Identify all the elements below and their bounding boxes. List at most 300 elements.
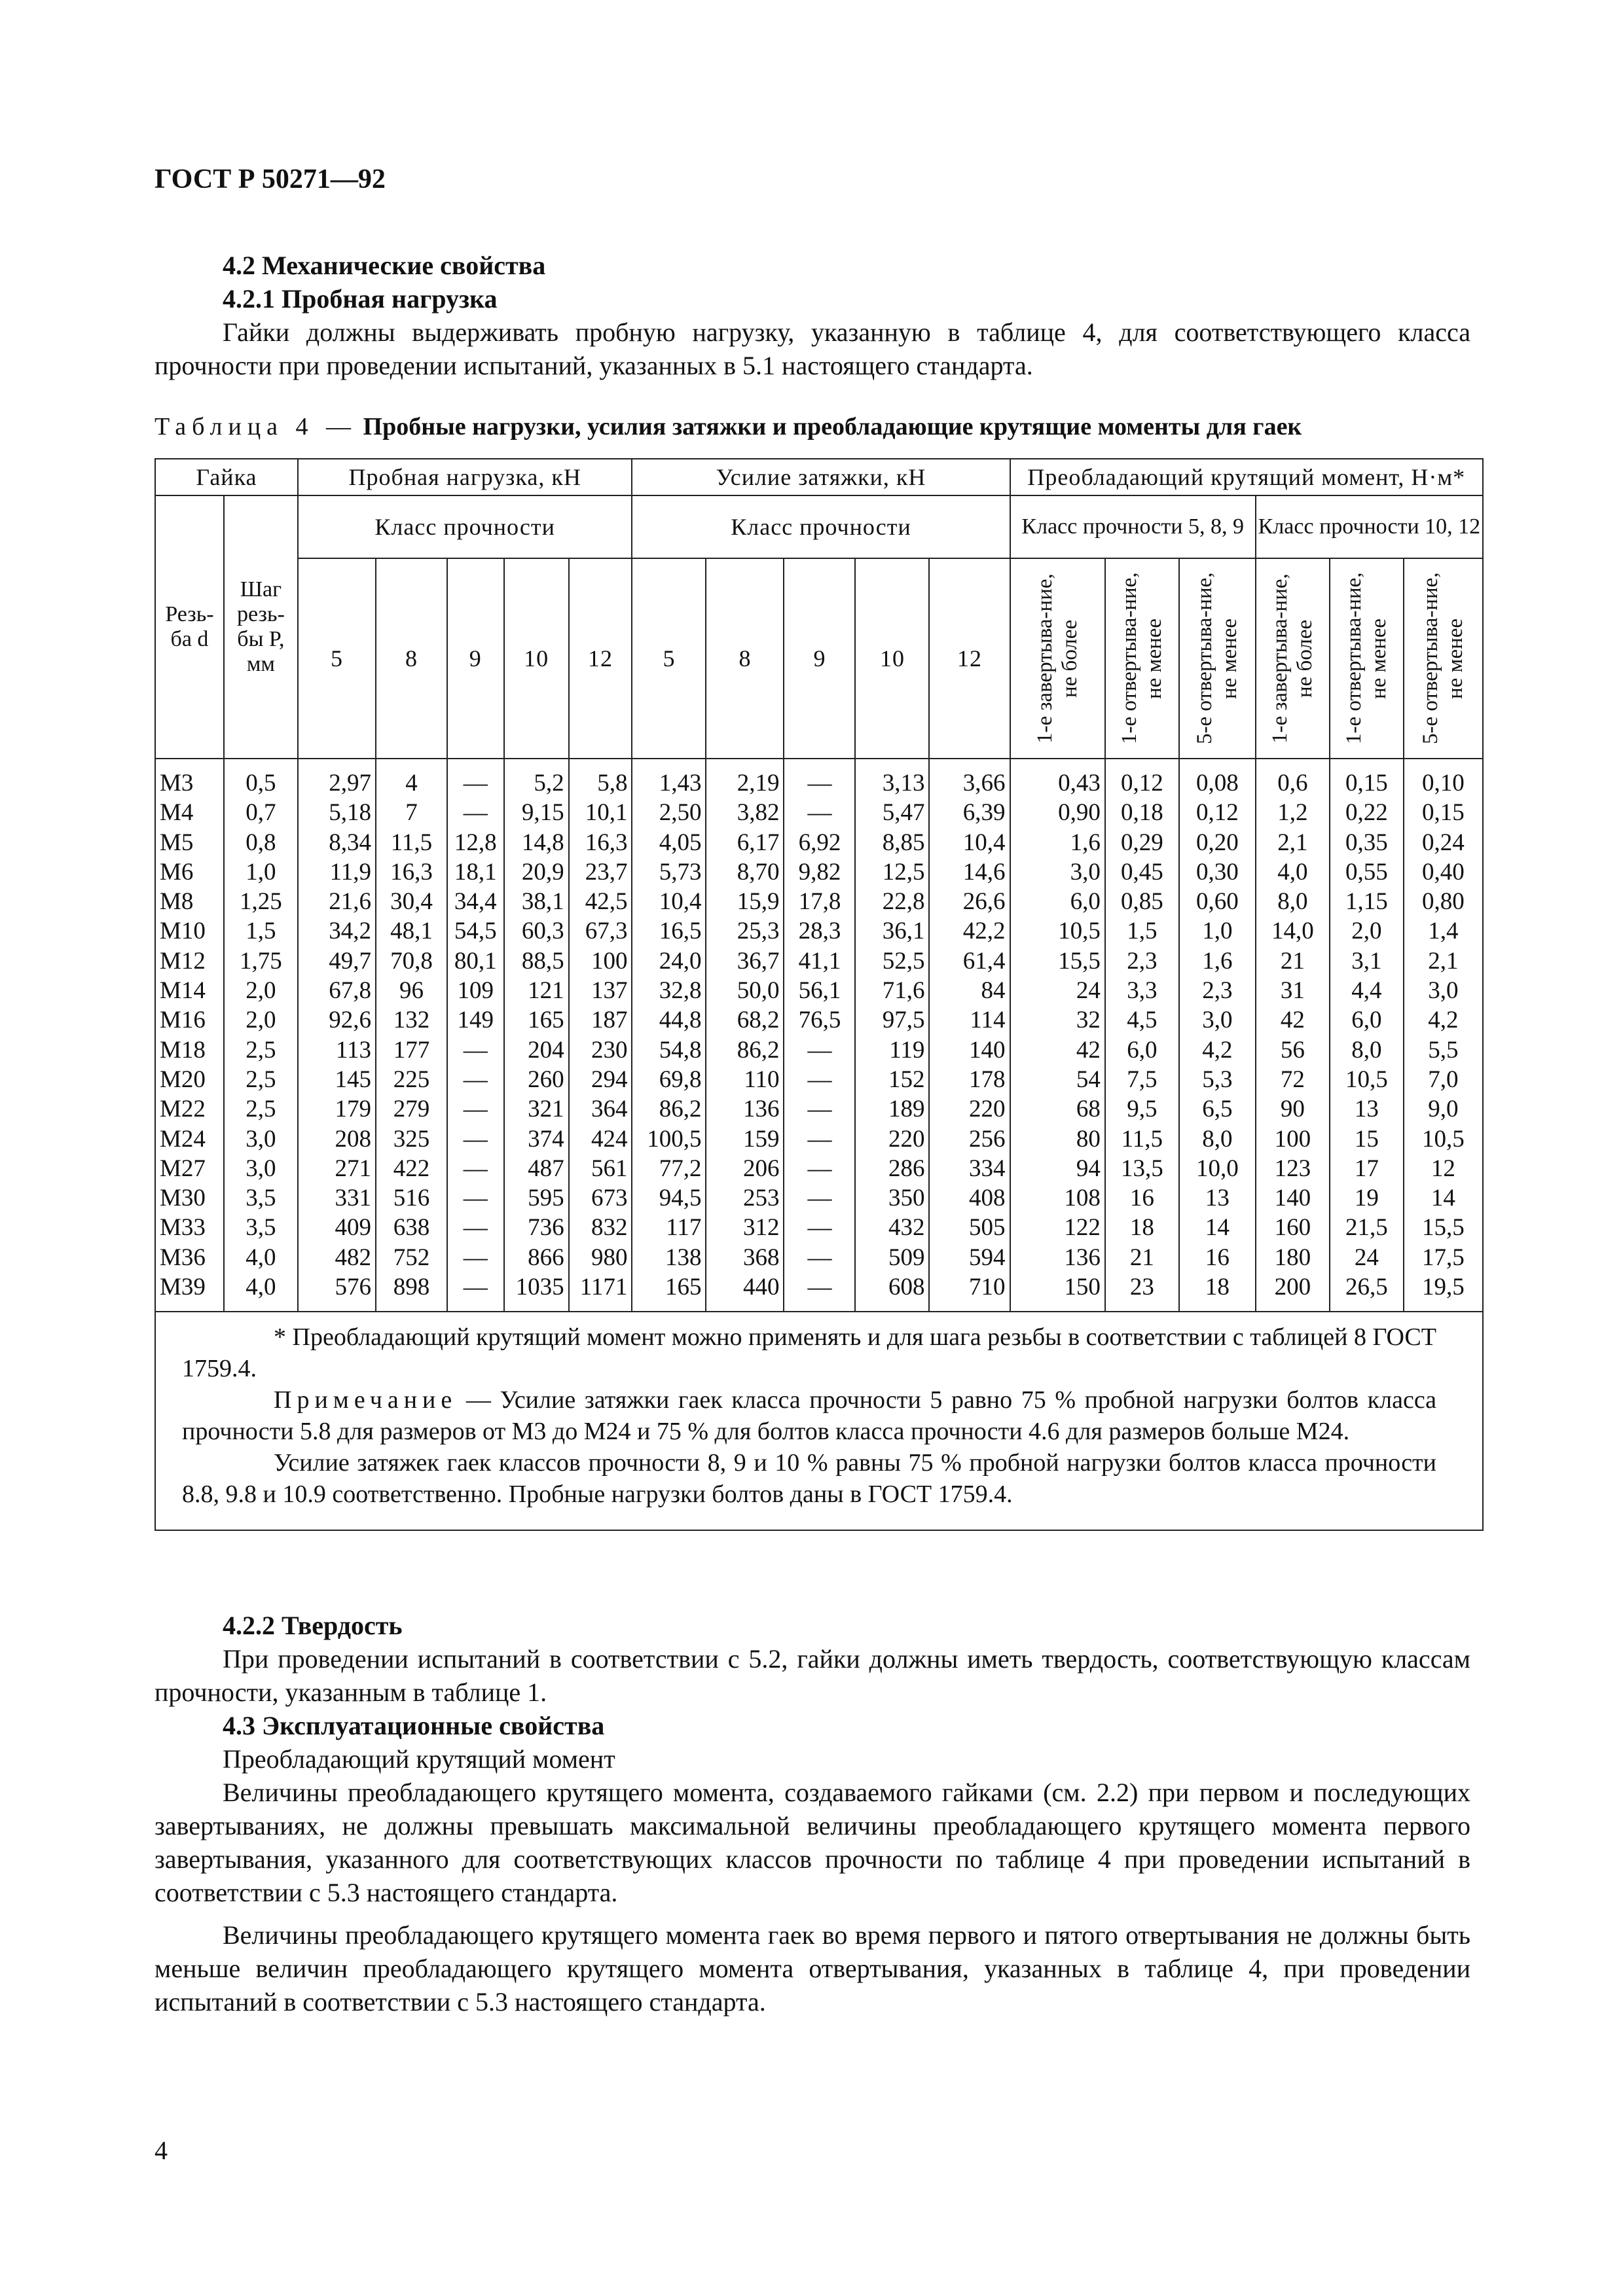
cell-tb_5off: 0,24: [1422, 829, 1465, 856]
cell-tight_12: 42,2: [962, 918, 1006, 945]
cell-load_12: 23,7: [585, 858, 628, 886]
cell-tight_9: 6,92: [798, 829, 841, 856]
cell-pitch: 1,0: [246, 858, 276, 886]
cell-tb_5off: 15,5: [1422, 1214, 1465, 1242]
cell-tb_5off: 1,4: [1428, 918, 1459, 945]
cell-tb_1off: 15: [1354, 1125, 1379, 1153]
cell-ta_5off: 6,5: [1202, 1096, 1233, 1123]
cell-load_10: 374: [528, 1125, 564, 1153]
cell-tight_12: 6,39: [962, 799, 1006, 827]
cell-tight_12: 3,66: [962, 770, 1006, 797]
head-class-9: 9: [784, 558, 855, 759]
table-4: [155, 458, 1484, 1531]
cell-load_9: 18,1: [454, 858, 497, 886]
cell-tb_1off: 0,55: [1345, 858, 1388, 886]
cell-tb_1off: 8,0: [1351, 1036, 1382, 1064]
cell-load_12: 67,3: [585, 918, 628, 945]
cell-tight_10: 152: [888, 1066, 925, 1093]
head-torque-b-fifth-off: 5-е отвертыва-ние, не менее: [1419, 572, 1468, 745]
col-load-10: [504, 759, 569, 1312]
cell-load_8: 11,5: [390, 829, 433, 856]
cell-tight_10: 3,13: [882, 770, 925, 797]
cell-tb_5off: 0,10: [1422, 770, 1465, 797]
cell-tb_1off: 26,5: [1345, 1274, 1388, 1301]
head-torque-a-first-on: 1-е завертыва-ние, не более: [1033, 573, 1082, 744]
cell-tb_5off: 2,1: [1428, 947, 1459, 975]
cell-load_9: —: [463, 1155, 488, 1182]
cell-load_12: 5,8: [597, 770, 628, 797]
cell-pitch: 1,75: [240, 947, 282, 975]
cell-tight_8: 25,3: [737, 918, 780, 945]
cell-ta_1off: 1,5: [1127, 918, 1158, 945]
cell-thread: М22: [160, 1096, 206, 1123]
cell-ta_1off: 18: [1129, 1214, 1154, 1242]
cell-load_5: 11,9: [329, 858, 371, 886]
cell-tight_8: 136: [742, 1096, 780, 1123]
head-class-10: 10: [855, 558, 929, 759]
cell-tight_10: 52,5: [882, 947, 925, 975]
cell-load_5: 34,2: [329, 918, 371, 945]
cell-pitch: 2,5: [246, 1096, 276, 1123]
cell-thread: М5: [160, 829, 194, 856]
cell-thread: М3: [160, 770, 194, 797]
cell-tb_1off: 21,5: [1345, 1214, 1388, 1242]
cell-load_5: 482: [335, 1244, 371, 1271]
cell-load_10: 866: [528, 1244, 564, 1271]
cell-thread: М18: [160, 1036, 206, 1064]
cell-tight_10: 97,5: [882, 1007, 925, 1034]
cell-tb_5off: 17,5: [1422, 1244, 1465, 1271]
cell-load_10: 321: [528, 1096, 564, 1123]
cell-tb_5off: 12: [1431, 1155, 1455, 1182]
cell-tight_5: 100,5: [647, 1125, 702, 1153]
cell-tight_5: 5,73: [659, 858, 702, 886]
cell-load_5: 49,7: [329, 947, 371, 975]
cell-ta_1off: 21: [1129, 1244, 1154, 1271]
cell-pitch: 3,5: [246, 1185, 276, 1212]
head-torque-class-b: Класс прочности 10, 12: [1256, 495, 1483, 558]
cell-tight_8: 440: [742, 1274, 780, 1301]
cell-ta_5off: 2,3: [1202, 977, 1233, 1005]
cell-thread: М4: [160, 799, 194, 827]
cell-ta_1on: 42: [1076, 1036, 1101, 1064]
cell-load_5: 179: [335, 1096, 371, 1123]
cell-tight_12: 61,4: [962, 947, 1006, 975]
cell-tb_1on: 0,6: [1277, 770, 1308, 797]
cell-tb_1on: 72: [1280, 1066, 1305, 1093]
cell-tb_1on: 100: [1274, 1125, 1311, 1153]
cell-load_8: 422: [393, 1155, 430, 1182]
cell-tight_5: 69,8: [659, 1066, 702, 1093]
cell-tight_5: 117: [666, 1214, 702, 1242]
cell-tight_10: 5,47: [882, 799, 925, 827]
cell-tight_12: 84: [981, 977, 1006, 1005]
col-tight-12: [929, 759, 1010, 1312]
cell-load_12: 10,1: [585, 799, 628, 827]
col-torque-a-fifth-off: [1179, 759, 1256, 1312]
cell-tb_1off: 17: [1354, 1155, 1379, 1182]
cell-tight_9: —: [807, 1096, 832, 1123]
cell-thread: М30: [160, 1185, 206, 1212]
col-load-5: [298, 759, 376, 1312]
subheading-torque: Преобладающий крутящий момент: [223, 1744, 615, 1774]
cell-tight_12: 710: [969, 1274, 1006, 1301]
cell-load_12: 230: [591, 1036, 628, 1064]
cell-load_9: 109: [457, 977, 494, 1005]
head-class-5: 5: [298, 558, 376, 759]
cell-tb_1on: 1,2: [1277, 799, 1308, 827]
cell-tight_10: 220: [888, 1125, 925, 1153]
cell-ta_5off: 0,60: [1195, 888, 1239, 916]
cell-tight_12: 114: [970, 1007, 1006, 1034]
col-tight-5: [632, 759, 706, 1312]
cell-load_12: 1171: [579, 1274, 628, 1301]
head-tightening: Усилие затяжки, кН: [632, 459, 1010, 495]
cell-thread: М39: [160, 1274, 206, 1301]
head-torque-b-first-off: 1-е отвертыва-ние, не менее: [1342, 572, 1391, 745]
cell-tight_8: 3,82: [737, 799, 780, 827]
cell-ta_1off: 13,5: [1120, 1155, 1163, 1182]
cell-tb_1off: 10,5: [1345, 1066, 1388, 1093]
cell-load_8: 225: [393, 1066, 430, 1093]
cell-tb_1off: 1,15: [1345, 888, 1388, 916]
cell-ta_1on: 0,90: [1058, 799, 1101, 827]
cell-tight_5: 165: [665, 1274, 702, 1301]
heading-4-3: 4.3 Эксплуатационные свойства: [223, 1711, 605, 1740]
col-thread: [155, 759, 224, 1312]
cell-load_5: 576: [335, 1274, 371, 1301]
cell-ta_5off: 0,20: [1195, 829, 1239, 856]
cell-tight_12: 220: [969, 1096, 1006, 1123]
cell-tight_9: 28,3: [798, 918, 841, 945]
cell-tight_12: 505: [969, 1214, 1006, 1242]
cell-tight_10: 286: [888, 1155, 925, 1182]
cell-tb_1on: 140: [1274, 1185, 1311, 1212]
heading-4-2-2: 4.2.2 Твердость: [223, 1611, 403, 1640]
cell-load_12: 187: [591, 1007, 628, 1034]
cell-ta_1off: 23: [1129, 1274, 1154, 1301]
cell-load_9: 12,8: [454, 829, 497, 856]
cell-load_8: 4: [405, 770, 418, 797]
cell-ta_5off: 18: [1205, 1274, 1230, 1301]
cell-tight_10: 119: [889, 1036, 925, 1064]
cell-tight_5: 77,2: [659, 1155, 702, 1182]
cell-thread: М10: [160, 918, 206, 945]
cell-load_5: 331: [335, 1185, 371, 1212]
cell-tight_8: 6,17: [737, 829, 780, 856]
paragraph-4-2-1: Гайки должны выдерживать пробную нагрузку, указанную в таблице 4, для соответствующего класса прочности при проведении испытаний, указанных в 5.1 настоящего стандарта.: [155, 317, 1470, 380]
cell-ta_1on: 80: [1076, 1125, 1101, 1153]
cell-ta_5off: 14: [1205, 1214, 1230, 1242]
cell-ta_1on: 24: [1076, 977, 1101, 1005]
cell-load_9: —: [463, 1274, 488, 1301]
cell-load_5: 145: [335, 1066, 371, 1093]
cell-thread: М16: [160, 1007, 206, 1034]
cell-tb_5off: 9,0: [1428, 1096, 1459, 1123]
cell-tight_8: 36,7: [737, 947, 780, 975]
cell-ta_1on: 108: [1064, 1185, 1101, 1212]
cell-tight_12: 140: [969, 1036, 1006, 1064]
cell-tight_9: 17,8: [798, 888, 841, 916]
cell-load_10: 595: [528, 1185, 564, 1212]
cell-load_8: 96: [399, 977, 424, 1005]
cell-load_10: 5,2: [534, 770, 564, 797]
cell-tb_5off: 0,15: [1422, 799, 1465, 827]
cell-load_8: 516: [393, 1185, 430, 1212]
table-footnote: * Преобладающий крутящий момент можно применять и для шага резьбы в соответствии с таблицей 8 ГОСТ 1759.4.: [182, 1323, 1436, 1383]
cell-load_12: 294: [591, 1066, 628, 1093]
cell-tight_10: 350: [888, 1185, 925, 1212]
cell-ta_1on: 32: [1076, 1007, 1101, 1034]
cell-ta_1on: 150: [1064, 1274, 1101, 1301]
section-4-2: [155, 249, 1470, 382]
cell-tb_1on: 2,1: [1277, 829, 1308, 856]
cell-thread: М36: [160, 1244, 206, 1271]
cell-thread: М33: [160, 1214, 206, 1242]
cell-tight_12: 256: [969, 1125, 1006, 1153]
cell-ta_1on: 3,0: [1070, 858, 1101, 886]
head-class-12: 12: [929, 558, 1010, 759]
cell-ta_5off: 4,2: [1202, 1036, 1233, 1064]
head-proof-class: Класс прочности: [298, 495, 632, 558]
cell-load_10: 1035: [515, 1274, 564, 1301]
cell-tight_8: 2,19: [737, 770, 780, 797]
cell-ta_5off: 0,30: [1195, 858, 1239, 886]
cell-tight_9: —: [807, 1125, 832, 1153]
col-load-9: [447, 759, 504, 1312]
cell-tight_9: —: [807, 1036, 832, 1064]
col-torque-b-fifth-off: [1404, 759, 1483, 1312]
cell-tb_5off: 3,0: [1428, 977, 1459, 1005]
document-code: ГОСТ Р 50271—92: [155, 164, 386, 194]
cell-tb_1on: 90: [1280, 1096, 1305, 1123]
cell-load_10: 14,8: [521, 829, 564, 856]
cell-pitch: 4,0: [246, 1274, 276, 1301]
cell-tight_5: 54,8: [659, 1036, 702, 1064]
table-caption-title: Пробные нагрузки, усилия затяжки и преобладающие крутящие моменты для гаек: [363, 413, 1302, 440]
cell-ta_1on: 10,5: [1058, 918, 1101, 945]
cell-ta_5off: 10,0: [1195, 1155, 1239, 1182]
cell-tb_1off: 24: [1354, 1244, 1379, 1271]
cell-load_8: 752: [393, 1244, 430, 1271]
cell-tb_1on: 123: [1274, 1155, 1311, 1182]
cell-pitch: 2,5: [246, 1066, 276, 1093]
cell-ta_1on: 136: [1064, 1244, 1101, 1271]
cell-tight_8: 68,2: [737, 1007, 780, 1034]
cell-tb_1off: 6,0: [1351, 1007, 1382, 1034]
cell-tb_1off: 19: [1354, 1185, 1379, 1212]
cell-load_10: 487: [528, 1155, 564, 1182]
cell-ta_1off: 2,3: [1127, 947, 1158, 975]
note-label: Примечание: [274, 1386, 458, 1414]
cell-ta_1off: 6,0: [1127, 1036, 1158, 1064]
cell-load_5: 21,6: [329, 888, 371, 916]
cell-ta_5off: 16: [1205, 1244, 1230, 1271]
cell-tight_5: 1,43: [659, 770, 702, 797]
cell-ta_5off: 3,0: [1202, 1007, 1233, 1034]
cell-thread: М20: [160, 1066, 206, 1093]
head-class-12: 12: [569, 558, 632, 759]
cell-tb_1off: 0,15: [1345, 770, 1388, 797]
cell-load_10: 60,3: [521, 918, 564, 945]
cell-load_8: 898: [393, 1274, 430, 1301]
cell-tight_12: 10,4: [962, 829, 1006, 856]
cell-tight_12: 408: [969, 1185, 1006, 1212]
cell-load_10: 38,1: [521, 888, 564, 916]
cell-load_9: 54,5: [454, 918, 497, 945]
cell-load_9: —: [463, 770, 488, 797]
cell-ta_1off: 11,5: [1121, 1125, 1163, 1153]
col-pitch: [224, 759, 298, 1312]
cell-tight_5: 94,5: [659, 1185, 702, 1212]
cell-load_10: 121: [528, 977, 564, 1005]
cell-load_10: 260: [528, 1066, 564, 1093]
col-load-12: [569, 759, 632, 1312]
cell-pitch: 1,5: [246, 918, 276, 945]
cell-tight_9: —: [807, 1274, 832, 1301]
cell-thread: М12: [160, 947, 206, 975]
cell-tight_10: 36,1: [882, 918, 925, 945]
cell-thread: М14: [160, 977, 206, 1005]
col-torque-a-first-off: [1105, 759, 1179, 1312]
cell-ta_1on: 1,6: [1070, 829, 1101, 856]
cell-load_8: 638: [393, 1214, 430, 1242]
cell-ta_1on: 68: [1076, 1096, 1101, 1123]
cell-tight_5: 44,8: [659, 1007, 702, 1034]
cell-load_5: 271: [335, 1155, 371, 1182]
cell-tb_5off: 4,2: [1428, 1007, 1459, 1034]
cell-load_9: —: [463, 1214, 488, 1242]
cell-load_10: 165: [528, 1007, 564, 1034]
cell-load_9: —: [463, 799, 488, 827]
cell-load_9: —: [463, 1185, 488, 1212]
cell-tight_9: —: [807, 1214, 832, 1242]
cell-tight_9: —: [807, 770, 832, 797]
cell-ta_5off: 1,0: [1202, 918, 1233, 945]
cell-ta_5off: 0,08: [1195, 770, 1239, 797]
cell-tight_9: 41,1: [798, 947, 841, 975]
cell-ta_1off: 0,18: [1120, 799, 1163, 827]
cell-tight_10: 22,8: [882, 888, 925, 916]
cell-tb_5off: 10,5: [1422, 1125, 1465, 1153]
head-pitch: Шаг резь-бы P, мм: [224, 495, 298, 759]
cell-tight_8: 206: [742, 1155, 780, 1182]
cell-load_9: 34,4: [454, 888, 497, 916]
cell-ta_1off: 3,3: [1127, 977, 1158, 1005]
cell-load_5: 208: [335, 1125, 371, 1153]
cell-tb_5off: 0,80: [1422, 888, 1465, 916]
head-proof-load: Пробная нагрузка, кН: [298, 459, 632, 495]
cell-ta_1on: 0,43: [1058, 770, 1101, 797]
cell-thread: М8: [160, 888, 194, 916]
cell-tb_5off: 19,5: [1422, 1274, 1465, 1301]
col-tight-8: [706, 759, 784, 1312]
cell-load_5: 8,34: [329, 829, 371, 856]
cell-load_12: 364: [591, 1096, 628, 1123]
cell-load_9: —: [463, 1244, 488, 1271]
cell-tight_10: 8,85: [882, 829, 925, 856]
cell-load_12: 424: [591, 1125, 628, 1153]
paragraph-4-3-2: Величины преобладающего крутящего момента гаек во время первого и пятого отвертывания не должны быть меньше величин преобладающего крутящего момента отвертывания, указанных в таблице 4, при проведении испытаний в соответствии с 5.3 настоящего стандарта.: [155, 1920, 1470, 2017]
cell-ta_1off: 16: [1129, 1185, 1154, 1212]
cell-tight_8: 368: [742, 1244, 780, 1271]
cell-tight_5: 32,8: [659, 977, 702, 1005]
cell-ta_5off: 13: [1205, 1185, 1230, 1212]
cell-pitch: 2,5: [246, 1036, 276, 1064]
table-caption-prefix: Таблица 4 —: [155, 413, 357, 440]
cell-tight_9: —: [807, 1066, 832, 1093]
cell-tb_1on: 31: [1280, 977, 1305, 1005]
cell-load_12: 673: [591, 1185, 628, 1212]
cell-tb_1off: 4,4: [1351, 977, 1382, 1005]
cell-load_5: 113: [335, 1036, 371, 1064]
cell-load_9: —: [463, 1096, 488, 1123]
cell-tight_12: 594: [969, 1244, 1006, 1271]
col-torque-a-first-on: [1010, 759, 1105, 1312]
cell-load_10: 20,9: [521, 858, 564, 886]
section-4-2-2: [155, 1609, 1470, 2018]
cell-tight_5: 10,4: [659, 888, 702, 916]
cell-load_9: 149: [457, 1007, 494, 1034]
cell-tb_1on: 4,0: [1277, 858, 1308, 886]
cell-tight_8: 253: [742, 1185, 780, 1212]
table-caption: [155, 412, 1302, 441]
cell-load_5: 92,6: [329, 1007, 371, 1034]
cell-tight_8: 159: [742, 1125, 780, 1153]
note-text: — Усилие затяжки гаек класса прочности 5 равно 75 % пробной нагрузки болтов класса прочности 5.8 для размеров от М3 до М24 и 75 % для болтов класса прочности 4.6 для размеров больше М24.: [182, 1386, 1437, 1446]
cell-tight_9: —: [807, 1185, 832, 1212]
cell-tight_8: 8,70: [737, 858, 780, 886]
cell-load_8: 177: [393, 1036, 430, 1064]
cell-ta_5off: 0,12: [1195, 799, 1239, 827]
cell-thread: М24: [160, 1125, 206, 1153]
cell-tight_12: 26,6: [962, 888, 1006, 916]
head-class-8: 8: [706, 558, 784, 759]
cell-pitch: 3,5: [246, 1214, 276, 1242]
cell-load_12: 137: [591, 977, 628, 1005]
cell-load_12: 42,5: [585, 888, 628, 916]
cell-ta_1off: 0,45: [1120, 858, 1163, 886]
col-load-8: [376, 759, 447, 1312]
cell-pitch: 4,0: [246, 1244, 276, 1271]
cell-tb_1on: 180: [1274, 1244, 1311, 1271]
cell-pitch: 3,0: [246, 1155, 276, 1182]
head-torque-b-first-on: 1-е завертыва-ние, не более: [1268, 573, 1317, 744]
head-torque: Преобладающий крутящий момент, Н·м*: [1010, 459, 1483, 495]
cell-pitch: 2,0: [246, 1007, 276, 1034]
cell-load_9: —: [463, 1066, 488, 1093]
cell-load_12: 832: [591, 1214, 628, 1242]
cell-load_12: 100: [591, 947, 628, 975]
cell-thread: М6: [160, 858, 194, 886]
cell-load_8: 132: [393, 1007, 430, 1034]
cell-tight_5: 138: [665, 1244, 702, 1271]
cell-tight_5: 2,50: [659, 799, 702, 827]
cell-tight_12: 334: [969, 1155, 1006, 1182]
cell-tight_9: —: [807, 1244, 832, 1271]
cell-load_8: 48,1: [390, 918, 433, 945]
cell-pitch: 2,0: [246, 977, 276, 1005]
cell-tb_1on: 14,0: [1271, 918, 1314, 945]
cell-load_8: 30,4: [390, 888, 433, 916]
col-torque-b-first-off: [1330, 759, 1404, 1312]
cell-load_12: 561: [591, 1155, 628, 1182]
cell-tight_12: 14,6: [962, 858, 1006, 886]
cell-pitch: 3,0: [246, 1125, 276, 1153]
head-class-5: 5: [632, 558, 706, 759]
cell-tight_12: 178: [969, 1066, 1006, 1093]
cell-load_9: —: [463, 1036, 488, 1064]
